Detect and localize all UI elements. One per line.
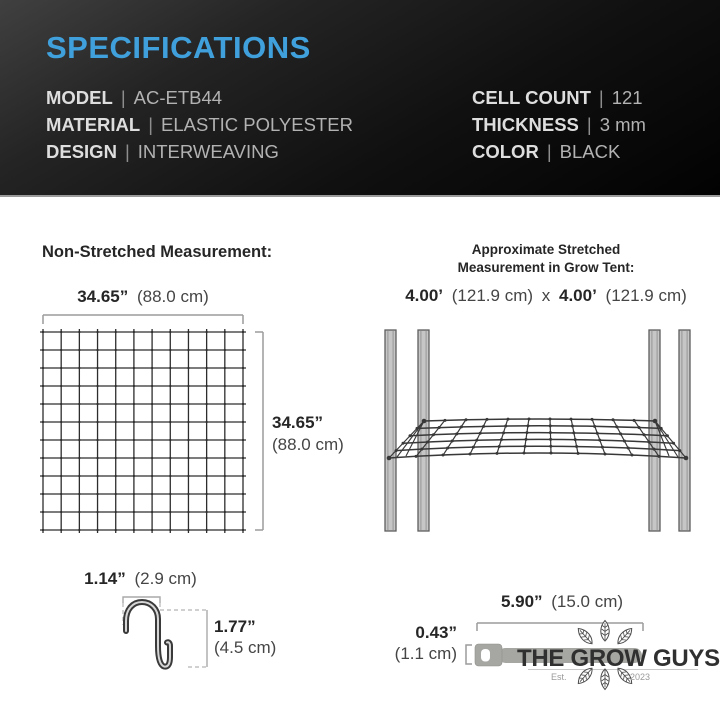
spec-value: ELASTIC POLYESTER	[161, 114, 353, 135]
spec-value: BLACK	[559, 141, 621, 162]
stretched-dim1-feet: 4.00’	[405, 286, 444, 305]
brand-est-label: Est.	[551, 672, 567, 682]
stretched-heading	[390, 241, 702, 276]
stretched-heading-line2: Measurement in Grow Tent:	[457, 259, 635, 275]
spec-row-cell-count	[472, 84, 646, 111]
leaf-icon	[601, 621, 609, 642]
hook-height-inches: 1.77”	[214, 617, 256, 636]
spec-header	[0, 0, 720, 197]
stretched-net	[387, 418, 689, 461]
tent-pole-right-outer	[679, 330, 690, 531]
spec-row-thickness	[472, 111, 646, 138]
leaf-icon	[575, 626, 595, 647]
spec-separator: |	[586, 114, 592, 135]
spec-row-model	[46, 84, 353, 111]
stretched-dim1-cm: (121.9 cm)	[451, 286, 534, 305]
stretched-dimensions	[385, 286, 707, 306]
grid-height-inches: 34.65”	[272, 413, 324, 432]
strap-length-label	[462, 592, 662, 612]
stretched-dim2-cm: (121.9 cm)	[605, 286, 687, 305]
spec-label: DESIGN	[46, 141, 117, 162]
non-stretched-heading: Non-Stretched Measurement:	[42, 243, 273, 261]
trellis-grid	[40, 329, 246, 533]
hook-height-cm: (4.5 cm)	[214, 638, 277, 657]
strap-length-cm: (15.0 cm)	[551, 592, 624, 611]
spec-label: COLOR	[472, 141, 539, 162]
spec-column-right	[472, 84, 646, 165]
stretched-heading-line1: Approximate Stretched	[471, 242, 621, 257]
stretched-dim2-feet: 4.00’	[558, 286, 597, 305]
brand-wordmark: THE GROW GUYS	[517, 645, 720, 672]
grid-top-bracket	[43, 315, 243, 324]
spec-label: THICKNESS	[472, 114, 579, 135]
spec-separator: |	[120, 87, 126, 108]
spec-value: AC-ETB44	[133, 87, 223, 108]
spec-label: MODEL	[46, 87, 113, 108]
stretched-times: x	[541, 286, 551, 305]
grid-height-label	[272, 412, 344, 456]
spec-row-design	[46, 138, 353, 165]
spec-label: MATERIAL	[46, 114, 141, 135]
s-hook-highlight	[126, 602, 170, 667]
hook-width-inches: 1.14”	[84, 569, 126, 588]
strap-length-inches: 5.90”	[500, 592, 543, 611]
spec-value: 3 mm	[599, 114, 646, 135]
spec-column-left	[46, 84, 353, 165]
strap-slot	[481, 649, 490, 662]
leaf-icon	[615, 626, 635, 647]
spec-value: INTERWEAVING	[137, 141, 279, 162]
grid-right-bracket	[255, 332, 263, 530]
spec-value: 121	[611, 87, 643, 108]
tent-pole-left-outer	[385, 330, 396, 531]
grid-width-cm: (88.0 cm)	[136, 287, 209, 306]
brand-year: 2023	[630, 672, 651, 682]
s-hook-outline	[126, 602, 170, 667]
spec-separator: |	[148, 114, 154, 135]
hook-width-cm: (2.9 cm)	[134, 569, 197, 588]
spec-row-color	[472, 138, 646, 165]
hook-width-label	[63, 569, 218, 589]
hook-height-label	[214, 616, 276, 658]
strap-width-bracket	[466, 645, 472, 664]
grow-tent-diagram	[375, 322, 705, 537]
spec-row-material	[46, 111, 353, 138]
grid-height-cm: (88.0 cm)	[272, 435, 344, 454]
grid-width-inches: 34.65”	[77, 287, 129, 306]
strap-width-inches: 0.43”	[415, 623, 457, 642]
spec-separator: |	[546, 141, 552, 162]
page-title: SPECIFICATIONS	[46, 30, 311, 65]
spec-separator: |	[124, 141, 130, 162]
spec-separator: |	[598, 87, 604, 108]
spec-label: CELL COUNT	[472, 87, 591, 108]
strap-width-cm: (1.1 cm)	[394, 644, 457, 663]
